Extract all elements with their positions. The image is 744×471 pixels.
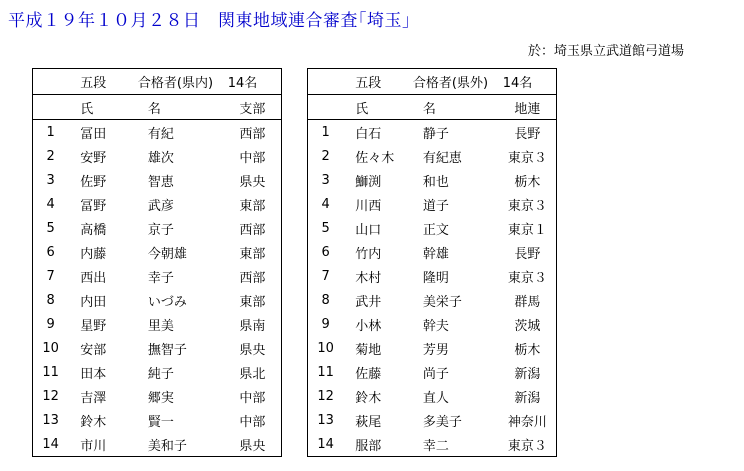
- table-row: [33, 192, 282, 216]
- surname-cell: 冨野: [80, 198, 107, 214]
- surname-cell: 佐野: [80, 174, 107, 190]
- table-row: [33, 408, 282, 432]
- table-row: [308, 264, 557, 288]
- surname-cell: 佐々木: [355, 150, 395, 166]
- row-number: 2: [46, 148, 55, 164]
- pass-count: 14名: [499, 69, 557, 95]
- surname-cell: 安部: [80, 342, 107, 358]
- col-given: 名: [138, 95, 224, 120]
- page-title: 平成１９年１０月２８日 関東地域連合審査｢埼玉｣: [8, 11, 411, 31]
- given-name-cell: 芳男: [422, 342, 449, 358]
- given-name-cell: 幹雄: [422, 246, 449, 262]
- row-number: 7: [46, 268, 55, 284]
- pass-label: 合格者(県内): [138, 69, 224, 95]
- table-row: [33, 360, 282, 384]
- group-cell: 県央: [239, 174, 266, 190]
- table-row: [308, 432, 557, 457]
- group-cell: 東京３: [507, 150, 547, 166]
- surname-cell: 高橋: [80, 222, 107, 238]
- col-surname: 氏: [343, 95, 413, 120]
- row-number: 9: [321, 316, 330, 332]
- pass-count: 14名: [224, 69, 282, 95]
- table-row: [33, 240, 282, 264]
- col-surname: 氏: [68, 95, 138, 120]
- row-number: 3: [46, 172, 55, 188]
- row-number: 7: [321, 268, 330, 284]
- group-cell: 茨城: [514, 318, 541, 334]
- col-branch: 支部: [224, 95, 282, 120]
- row-number: 6: [321, 244, 330, 260]
- surname-cell: 内藤: [80, 246, 107, 262]
- grade-label: 五段: [68, 69, 138, 95]
- row-number: 14: [317, 436, 334, 452]
- group-cell: 長野: [514, 126, 541, 142]
- row-number: 4: [321, 196, 330, 212]
- col-given: 名: [413, 95, 499, 120]
- table-row: [33, 216, 282, 240]
- surname-cell: 田本: [80, 366, 107, 382]
- table-row: [308, 312, 557, 336]
- table-heading-row: [33, 69, 282, 95]
- group-cell: 県南: [239, 318, 266, 334]
- given-name-cell: 武彦: [147, 198, 174, 214]
- group-cell: 西部: [239, 270, 266, 286]
- given-name-cell: 智恵: [147, 174, 174, 190]
- group-cell: 神奈川: [507, 414, 547, 430]
- group-cell: 西部: [239, 222, 266, 238]
- table-heading-row: [308, 69, 557, 95]
- given-name-cell: 郷実: [147, 390, 174, 406]
- given-name-cell: 幸子: [147, 270, 174, 286]
- group-cell: 中部: [239, 390, 266, 406]
- surname-cell: 吉澤: [80, 390, 107, 406]
- surname-cell: 小林: [355, 318, 382, 334]
- results-table-in-prefecture: [32, 68, 282, 457]
- given-name-cell: 有紀: [147, 126, 174, 142]
- column-header-row: [33, 95, 282, 120]
- table-row: [308, 240, 557, 264]
- group-cell: 東京３: [507, 438, 547, 454]
- row-number: 10: [317, 340, 334, 356]
- group-cell: 栃木: [514, 342, 541, 358]
- grade-label: 五段: [343, 69, 413, 95]
- table-row: [308, 216, 557, 240]
- given-name-cell: 静子: [422, 126, 449, 142]
- group-cell: 西部: [239, 126, 266, 142]
- row-number: 1: [46, 124, 55, 140]
- venue-label: 於：埼玉県立武道館弓道場: [528, 44, 685, 59]
- row-number: 1: [321, 124, 330, 140]
- table-row: [308, 144, 557, 168]
- given-name-cell: 撫智子: [147, 342, 187, 358]
- row-number: 13: [42, 412, 59, 428]
- row-number: 6: [46, 244, 55, 260]
- col-region: 地連: [499, 95, 557, 120]
- row-number: 5: [46, 220, 55, 236]
- row-number: 11: [317, 364, 334, 380]
- column-header-row: [308, 95, 557, 120]
- group-cell: 東部: [239, 198, 266, 214]
- table-row: [308, 384, 557, 408]
- given-name-cell: 正文: [422, 222, 449, 238]
- surname-cell: 服部: [355, 438, 382, 454]
- row-number: 2: [321, 148, 330, 164]
- table-row: [308, 120, 557, 145]
- table-row: [33, 120, 282, 145]
- table-row: [33, 312, 282, 336]
- table-row: [308, 288, 557, 312]
- surname-cell: 内田: [80, 294, 107, 310]
- given-name-cell: 京子: [147, 222, 174, 238]
- table-row: [308, 192, 557, 216]
- surname-cell: 竹内: [355, 246, 382, 262]
- given-name-cell: 今朝雄: [147, 246, 187, 262]
- given-name-cell: 賢一: [147, 414, 174, 430]
- given-name-cell: 有紀恵: [422, 150, 462, 166]
- given-name-cell: 美和子: [147, 438, 187, 454]
- surname-cell: 萩尾: [355, 414, 382, 430]
- table-row: [33, 264, 282, 288]
- row-number: 12: [317, 388, 334, 404]
- row-number: 14: [42, 436, 59, 452]
- given-name-cell: 雄次: [147, 150, 174, 166]
- row-number: 5: [321, 220, 330, 236]
- row-number: 11: [42, 364, 59, 380]
- group-cell: 東部: [239, 294, 266, 310]
- group-cell: 新潟: [514, 366, 541, 382]
- given-name-cell: 尚子: [422, 366, 449, 382]
- group-cell: 中部: [239, 150, 266, 166]
- group-cell: 群馬: [514, 294, 541, 310]
- table-row: [33, 168, 282, 192]
- table-row: [308, 360, 557, 384]
- group-cell: 東京３: [507, 270, 547, 286]
- row-number: 10: [42, 340, 59, 356]
- table-row: [33, 432, 282, 457]
- group-cell: 県北: [239, 366, 266, 382]
- surname-cell: 木村: [355, 270, 382, 286]
- given-name-cell: 幹夫: [422, 318, 449, 334]
- surname-cell: 鈴木: [80, 414, 107, 430]
- surname-cell: 西出: [80, 270, 107, 286]
- table-row: [33, 384, 282, 408]
- surname-cell: 菊地: [355, 342, 382, 358]
- group-cell: 新潟: [514, 390, 541, 406]
- row-number: 8: [321, 292, 330, 308]
- given-name-cell: 和也: [422, 174, 449, 190]
- row-number: 13: [317, 412, 334, 428]
- row-number: 9: [46, 316, 55, 332]
- surname-cell: 鰤渕: [355, 174, 382, 190]
- group-cell: 中部: [239, 414, 266, 430]
- pass-label: 合格者(県外): [413, 69, 499, 95]
- surname-cell: 白石: [355, 126, 382, 142]
- surname-cell: 市川: [80, 438, 107, 454]
- surname-cell: 鈴木: [355, 390, 382, 406]
- surname-cell: 武井: [355, 294, 382, 310]
- table-row: [308, 168, 557, 192]
- table-row: [308, 408, 557, 432]
- table-row: [308, 336, 557, 360]
- surname-cell: 安野: [80, 150, 107, 166]
- given-name-cell: 幸二: [422, 438, 449, 454]
- table-row: [33, 288, 282, 312]
- surname-cell: 川西: [355, 198, 382, 214]
- group-cell: 東京１: [507, 222, 547, 238]
- group-cell: 長野: [514, 246, 541, 262]
- table-row: [33, 336, 282, 360]
- surname-cell: 星野: [80, 318, 107, 334]
- given-name-cell: 里美: [147, 318, 174, 334]
- results-table-out-prefecture: [307, 68, 557, 457]
- group-cell: 県央: [239, 342, 266, 358]
- group-cell: 栃木: [514, 174, 541, 190]
- group-cell: 県央: [239, 438, 266, 454]
- given-name-cell: 美栄子: [422, 294, 462, 310]
- given-name-cell: 道子: [422, 198, 449, 214]
- row-number: 12: [42, 388, 59, 404]
- row-number: 8: [46, 292, 55, 308]
- given-name-cell: 多美子: [422, 414, 462, 430]
- group-cell: 東部: [239, 246, 266, 262]
- given-name-cell: 直人: [422, 390, 449, 406]
- group-cell: 東京３: [507, 198, 547, 214]
- row-number: 3: [321, 172, 330, 188]
- table-row: [33, 144, 282, 168]
- given-name-cell: 隆明: [422, 270, 449, 286]
- surname-cell: 冨田: [80, 126, 107, 142]
- surname-cell: 山口: [355, 222, 382, 238]
- row-number: 4: [46, 196, 55, 212]
- given-name-cell: いづみ: [147, 294, 187, 310]
- surname-cell: 佐藤: [355, 366, 382, 382]
- given-name-cell: 純子: [147, 366, 174, 382]
